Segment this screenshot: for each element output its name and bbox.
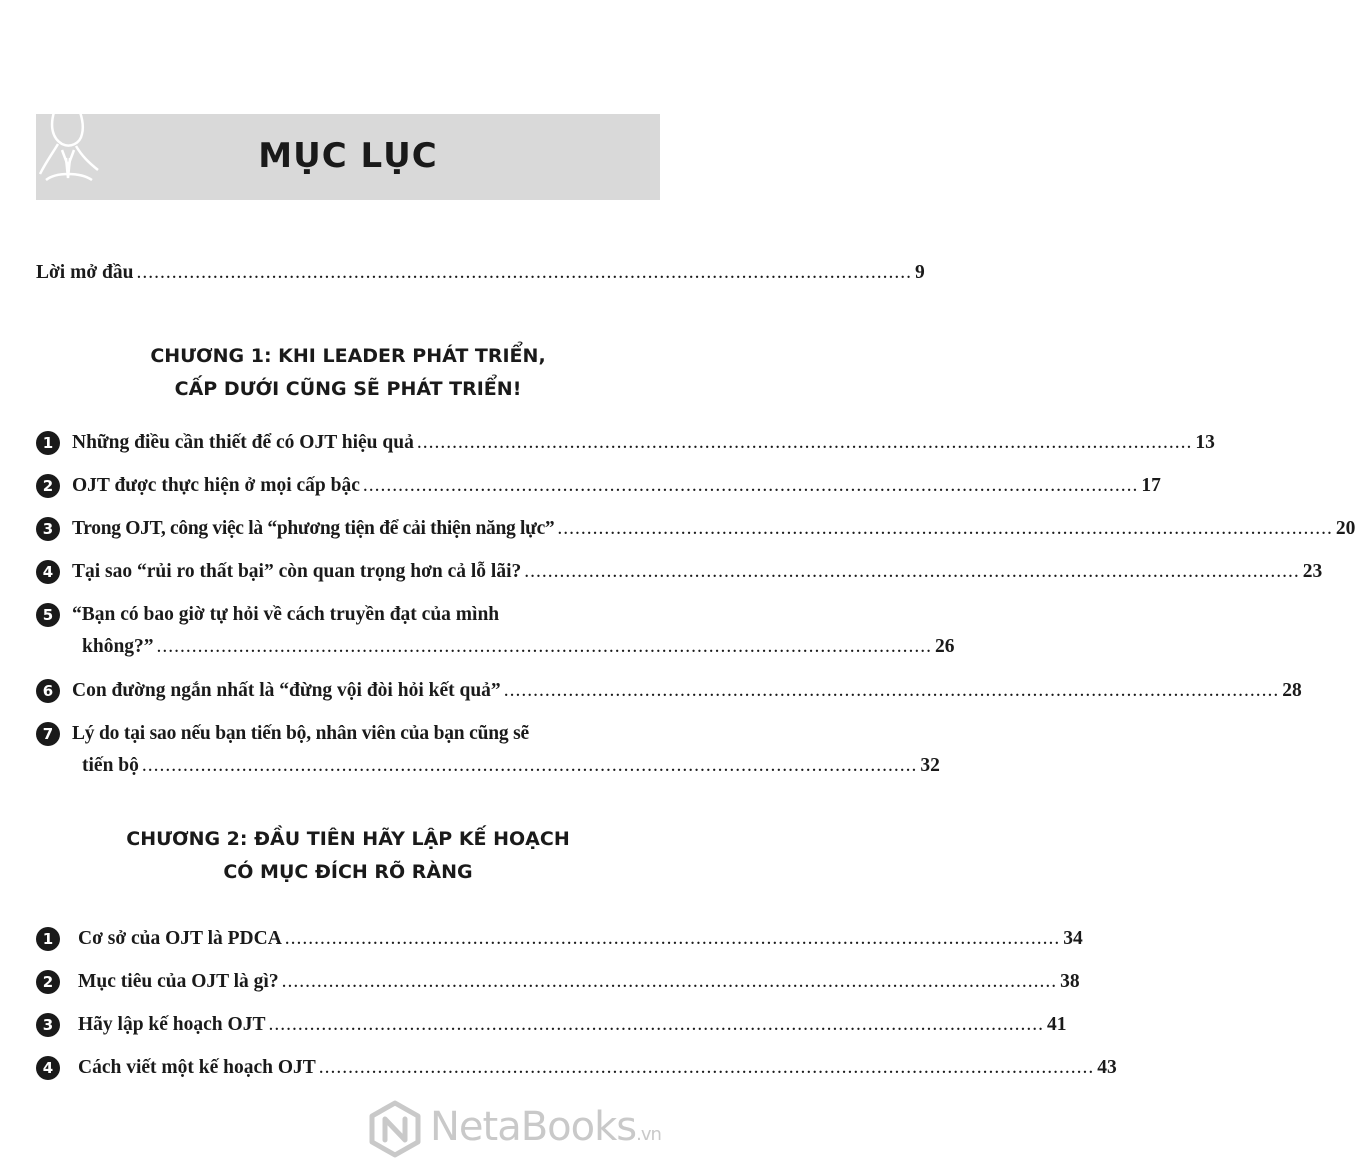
toc-entry-page: 34 [1063,928,1083,949]
chapter-2-title-line-1: CHƯƠNG 2: ĐẦU TIÊN HÃY LẬP KẾ HOẠCH [126,828,570,850]
toc-entry-label: Hãy lập kế hoạch OJT [78,1014,266,1035]
toc-entry-page: 41 [1046,1014,1067,1035]
dot-leader: .................................................................................................................................... [362,475,1139,496]
page-title: MỤC LỤC [258,136,438,176]
toc-entry[interactable] [36,473,1161,499]
chapter-1-title-line-2: CẤP DƯỚI CŨNG SẼ PHÁT TRIỂN! [174,378,522,400]
toc-entry-label: Những điều cần thiết để có OJT hiệu quả [72,432,414,453]
number-badge: 1 [36,927,60,951]
number-badge: 3 [36,1013,60,1037]
dot-leader: .................................................................................................................................... [281,971,1058,992]
toc-entry-label: “Bạn có bao giờ tự hỏi về cách truyền đạt của mình [72,604,500,625]
number-badge: 5 [36,603,60,627]
chapter-1-heading [36,340,660,406]
dot-leader: .................................................................................................................................... [141,755,918,776]
toc-entry-label-continued: tiến bộ [82,755,139,776]
toc-entry-label: Trong OJT, công việc là “phương tiện để cải thiện năng lực” [72,518,555,539]
toc-entry-continuation[interactable] [82,753,940,779]
number-badge: 6 [36,679,60,703]
dot-leader: .................................................................................................................................... [268,1014,1044,1035]
toc-entry-label: Lời mở đầu [36,262,134,283]
chapter-1-title-line-1: CHƯƠNG 1: KHI LEADER PHÁT TRIỂN, [150,345,546,367]
number-badge: 4 [36,1056,60,1080]
toc-entry[interactable] [36,430,1215,456]
dot-leader: .................................................................................................................................... [318,1057,1095,1078]
toc-entry-label: Tại sao “rủi ro thất bại” còn quan trọng hơn cả lỗ lãi? [72,561,522,582]
dot-leader: .................................................................................................................................... [136,262,912,283]
toc-entry-page: 23 [1302,561,1323,582]
dot-leader: .................................................................................................................................... [524,561,1300,582]
dot-leader: .................................................................................................................................... [284,928,1061,949]
toc-entry[interactable] [36,1055,1117,1081]
toc-entry[interactable] [36,602,660,628]
dot-leader: .................................................................................................................................... [416,432,1193,453]
toc-entry-label: Mục tiêu của OJT là gì? [78,971,279,992]
number-badge: 3 [36,517,60,541]
toc-entry-intro[interactable] [36,260,925,286]
toc-entry-label: Cơ sở của OJT là PDCA [78,928,282,949]
toc-entry[interactable] [36,678,1302,704]
toc-entry[interactable] [36,969,1080,995]
toc-entry[interactable] [36,516,1356,542]
dot-leader: .................................................................................................................................... [557,518,1333,539]
toc-entry-label: Lý do tại sao nếu bạn tiến bộ, nhân viên của bạn cũng sẽ [72,723,529,744]
toc-entry-continuation[interactable] [82,634,955,660]
toc-banner [36,114,660,200]
toc-entry-label: OJT được thực hiện ở mọi cấp bậc [72,475,360,496]
dot-leader: .................................................................................................................................... [156,636,933,657]
number-badge: 2 [36,474,60,498]
toc-entry-label: Con đường ngắn nhất là “đừng vội đòi hỏi kết quả” [72,680,501,701]
toc-entry-page: 17 [1141,475,1161,496]
number-badge: 2 [36,970,60,994]
toc-entry[interactable] [36,1012,1067,1038]
toc-entry-page: 32 [920,755,940,776]
toc-entry[interactable] [36,721,660,747]
netabooks-watermark [366,1098,700,1162]
toc-entry-page: 9 [914,262,925,283]
toc-entry-page: 13 [1195,432,1215,453]
toc-entry-page: 26 [935,636,955,657]
chapter-2-heading [36,823,660,889]
toc-entry[interactable] [36,926,1083,952]
chapter-2-title-line-2: CÓ MỤC ĐÍCH RÕ RÀNG [223,861,473,883]
dot-leader: .................................................................................................................................... [503,680,1280,701]
n-hexagon-logo-icon [366,1100,424,1158]
number-badge: 1 [36,431,60,455]
number-badge: 7 [36,722,60,746]
watermark-brand-text: NetaBooks [430,1104,637,1150]
toc-entry-page: 43 [1097,1057,1117,1078]
number-badge: 4 [36,560,60,584]
toc-entry-page: 38 [1060,971,1080,992]
toc-entry-page: 28 [1282,680,1302,701]
toc-entry-page: 20 [1335,518,1356,539]
watermark-tld: .vn [636,1124,661,1145]
toc-entry[interactable] [36,559,1323,585]
toc-entry-label: Cách viết một kế hoạch OJT [78,1057,316,1078]
watermark-brand [430,1104,661,1150]
toc-entry-label-continued: không?” [82,636,154,657]
